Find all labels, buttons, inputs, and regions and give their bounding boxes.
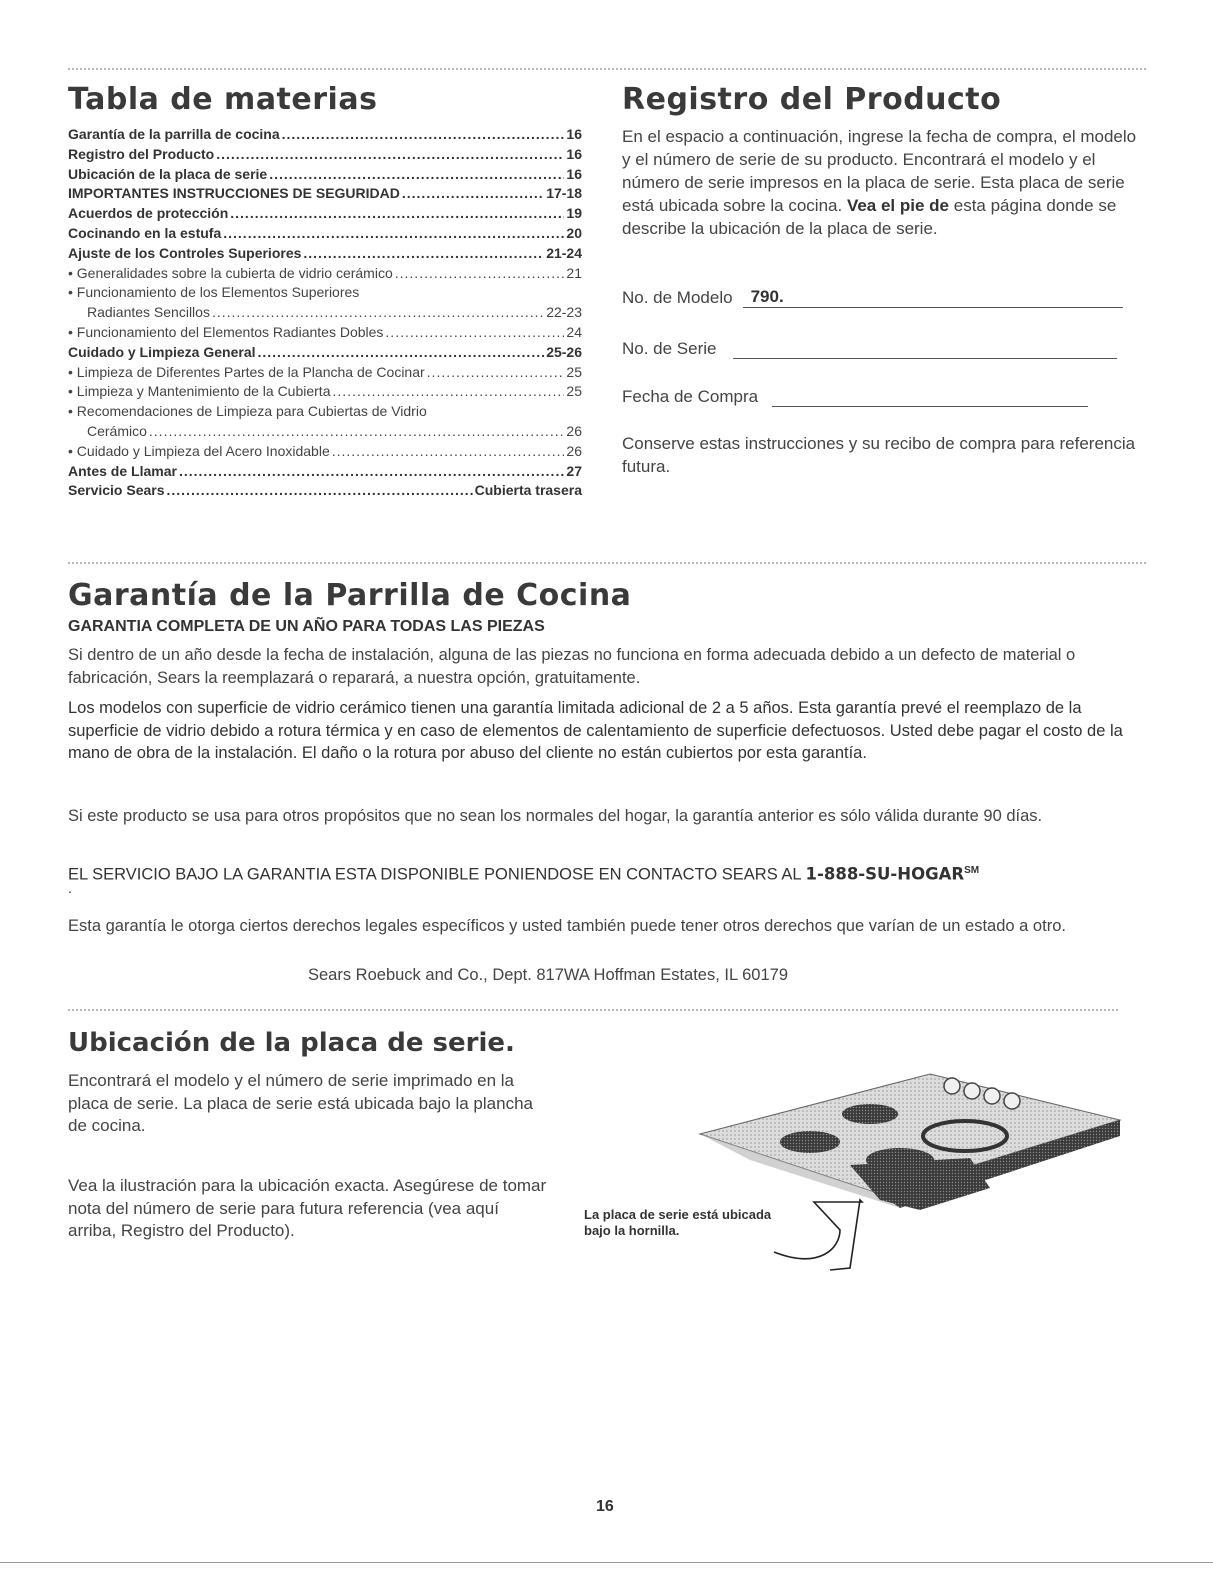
section-divider-1	[68, 562, 1146, 567]
serial-number-label: No. de Serie	[622, 339, 717, 358]
toc-entry[interactable]: Antes de Llamar ..... 27	[68, 462, 582, 482]
toc-entry[interactable]: Acuerdos de protección ..... 19	[68, 204, 582, 224]
serial-number-row	[622, 338, 1117, 359]
warranty-service-line: EL SERVICIO BAJO LA GARANTIA ESTA DISPONIBLE PONIENDOSE EN CONTACTO SEARS AL 1-888-SU-HOGAR℠	[68, 864, 980, 884]
sears-address: Sears Roebuck and Co., Dept. 817WA Hoffman Estates, IL 60179	[308, 966, 788, 984]
toc-subentry[interactable]: • Limpieza de Diferentes Partes de la Plancha de Cocinar ..... 25	[68, 363, 582, 383]
toc-subentry-cont[interactable]: Cerámico ..... 26	[68, 422, 582, 442]
purchase-date-row	[622, 386, 1088, 407]
burner-back	[842, 1104, 898, 1124]
purchase-date-field[interactable]	[772, 386, 1088, 407]
toc-entry[interactable]: Cocinando en la estufa ..... 20	[68, 224, 582, 244]
toc-entry[interactable]: Ajuste de los Controles Superiores ..... 21-24	[68, 244, 582, 264]
toc-entry[interactable]: Registro del Producto ..... 16	[68, 145, 582, 165]
model-number-field[interactable]: 790.	[743, 287, 1123, 308]
burner-front	[866, 1148, 934, 1172]
pointer-arrow	[774, 1200, 862, 1270]
toc-entry[interactable]: Servicio Sears ..... Cubierta trasera	[68, 481, 582, 501]
cooktop-illustration	[690, 1070, 1130, 1290]
toc-subentry[interactable]: • Funcionamiento de los Elementos Superiores	[68, 283, 582, 303]
toc-subentry-cont[interactable]: Radiantes Sencillos ..... 22-23	[68, 303, 582, 323]
toc-subentry[interactable]: • Cuidado y Limpieza del Acero Inoxidable ..... 26	[68, 442, 582, 462]
warranty-subtitle: GARANTIA COMPLETA DE UN AÑO PARA TODAS LAS PIEZAS	[68, 618, 545, 635]
top-divider	[68, 68, 1146, 73]
warranty-paragraph-3: Si este producto se usa para otros propósitos que no sean los normales del hogar, la garantía anterior es sólo válida durante 90 días.	[68, 807, 1043, 825]
service-phone[interactable]: 1-888-SU-HOGAR	[805, 864, 965, 884]
section-divider-2	[68, 1009, 1118, 1014]
toc-subentry[interactable]: • Generalidades sobre la cubierta de vidrio cerámico ..... 21	[68, 264, 582, 284]
toc-subentry[interactable]: • Recomendaciones de Limpieza para Cubiertas de Vidrio	[68, 402, 582, 422]
bottom-rule	[0, 1562, 1213, 1563]
serial-number-field[interactable]	[733, 338, 1117, 359]
service-dot: .	[68, 880, 72, 896]
purchase-date-label: Fecha de Compra	[622, 387, 759, 406]
serial-plate-paragraph-1: Encontrará el modelo y el número de serie imprimado en la placa de serie. La placa de serie está ubicada bajo la plancha de cocina.	[68, 1071, 533, 1135]
toc-subentry[interactable]: • Funcionamiento del Elementos Radiantes Dobles ..... 24	[68, 323, 582, 343]
toc-title: Tabla de materias	[68, 82, 378, 117]
model-number-label: No. de Modelo	[622, 288, 733, 307]
warranty-paragraph-4: Esta garantía le otorga ciertos derechos legales específicos y usted también puede tener otros derechos que varían de un estado a otro.	[68, 917, 1066, 935]
registration-title: Registro del Producto	[622, 82, 1002, 117]
warranty-title: Garantía de la Parrilla de Cocina	[68, 578, 632, 613]
page-number: 16	[596, 1498, 614, 1515]
toc-entry[interactable]: Ubicación de la placa de serie ..... 16	[68, 165, 582, 185]
toc-subentry[interactable]: • Limpieza y Mantenimiento de la Cubierta ..... 25	[68, 382, 582, 402]
toc-entry[interactable]: IMPORTANTES INSTRUCCIONES DE SEGURIDAD ..... 17-18	[68, 184, 582, 204]
serial-plate-caption: La placa de serie está ubicada bajo la hornilla.	[584, 1207, 772, 1238]
model-number-row	[622, 287, 1123, 308]
table-of-contents	[68, 125, 582, 501]
serial-plate-paragraph-2: Vea la ilustración para la ubicación exacta. Asegúrese de tomar nota del número de serie para futura referencia (vea aquí arriba, Registro del Producto).	[68, 1176, 547, 1240]
warranty-paragraph-1: Si dentro de un año desde la fecha de instalación, alguna de las piezas no funciona en forma adecuada debido a un defecto de material o fabricación, Sears la reemplazará o reparará, a nuestra opción, gratuitamente.	[68, 646, 1076, 687]
keep-instructions-note: Conserve estas instrucciones y su recibo de compra para referencia futura.	[622, 434, 1136, 476]
registration-intro: En el espacio a continuación, ingrese la fecha de compra, el modelo y el número de serie de su producto. Encontrará el modelo y el número de serie impresos en la placa de serie. Esta placa de serie está ubicada sobre la cocina. Vea el pie de esta página donde se describe la ubicación de la placa de serie.	[622, 127, 1137, 238]
burner-left	[780, 1131, 840, 1153]
toc-entry[interactable]: Cuidado y Limpieza General ..... 25-26	[68, 343, 582, 363]
serial-plate-title: Ubicación de la placa de serie.	[68, 1028, 515, 1058]
warranty-paragraph-2: Los modelos con superficie de vidrio cerámico tienen una garantía limitada adicional de 2 a 5 años. Esta garantía prevé el reemplazo de la superficie de vidrio debido a rotura térmica y en caso de elementos de calentamiento de superficie defectuosos. Usted debe pagar el costo de la mano de obra de la instalación. El daño o la rotura por abuso del cliente no están cubiertos por esta garantía.	[68, 699, 1123, 762]
toc-entry[interactable]: Garantía de la parrilla de cocina ..... 16	[68, 125, 582, 145]
